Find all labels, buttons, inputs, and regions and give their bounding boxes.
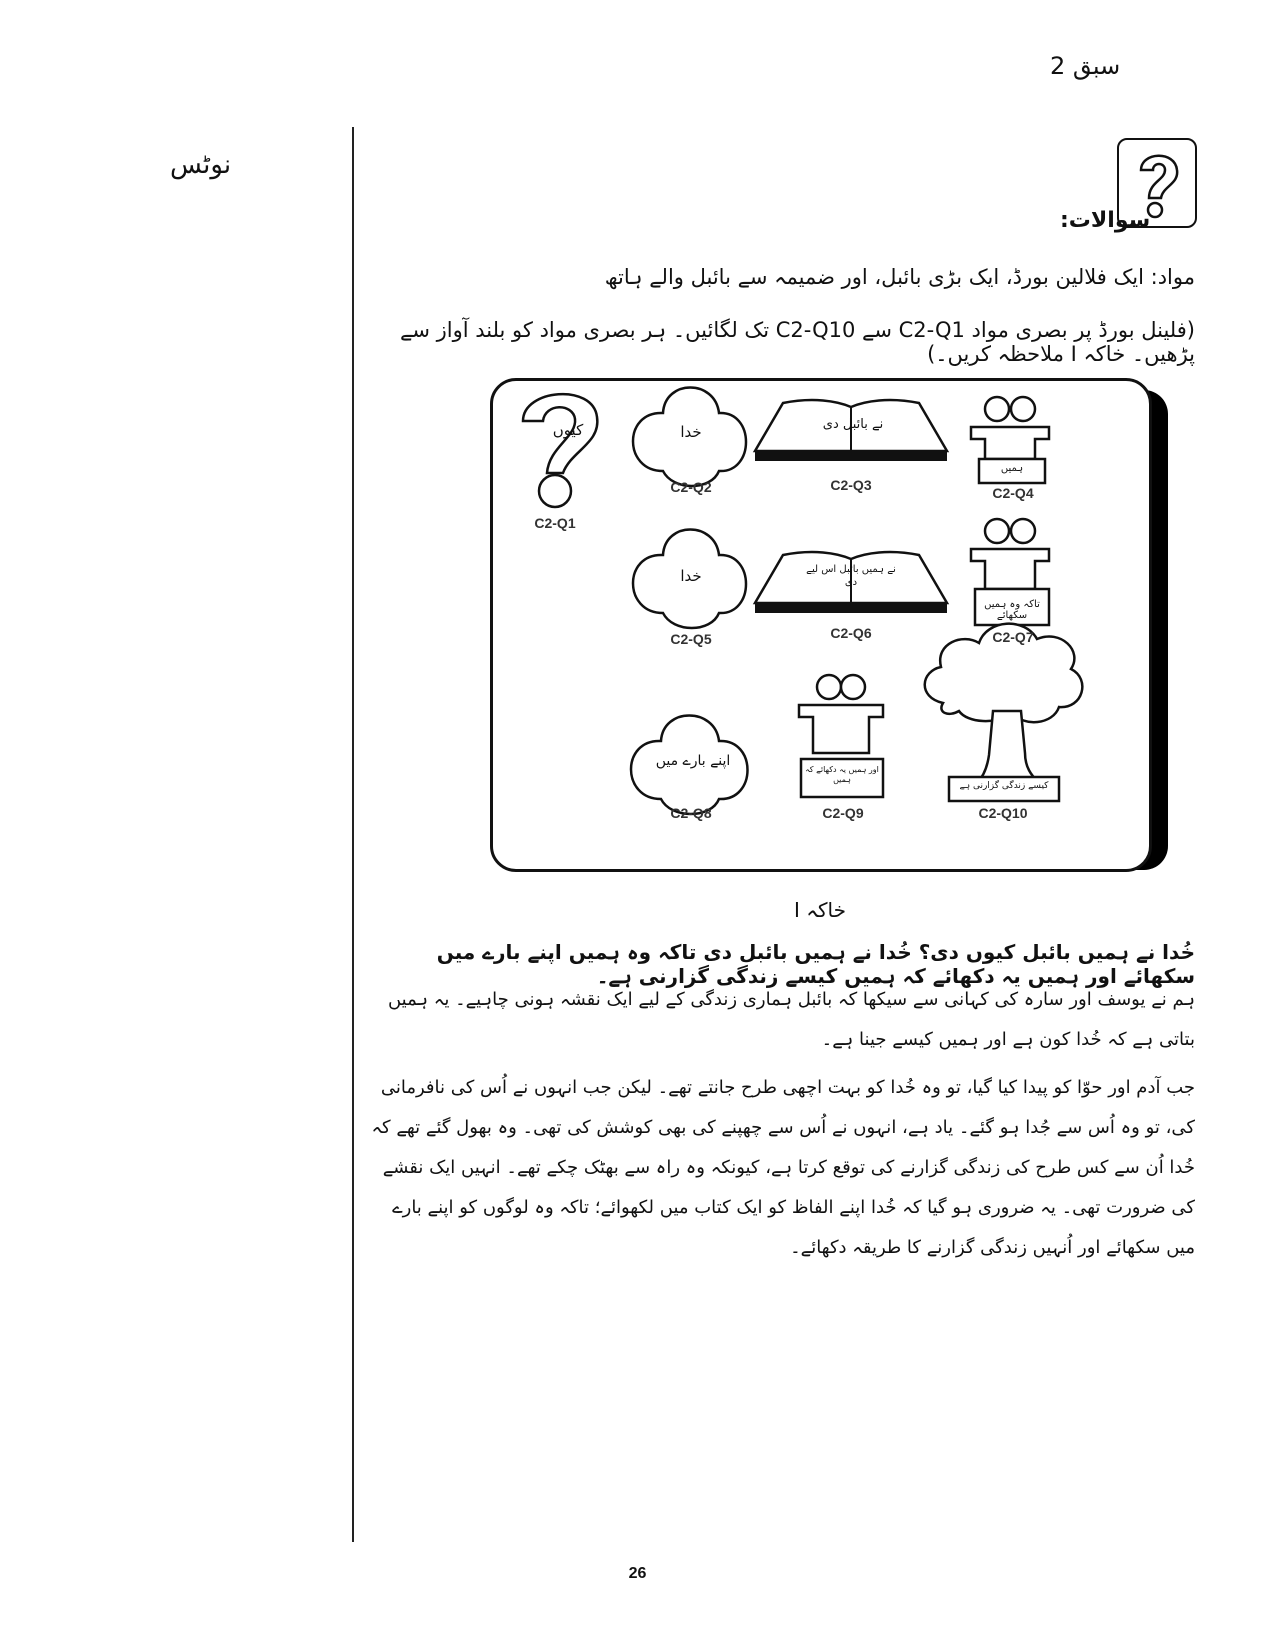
figure-item-text: کیوں <box>552 421 584 439</box>
figure-caption: خاکہ I <box>794 898 846 922</box>
figure-item-text: ہمیں <box>1000 463 1024 474</box>
figure-item-text: اور ہمیں یہ دکھائے کہ ہمیں <box>805 765 879 784</box>
notes-label: نوٹس <box>170 150 232 180</box>
page-number: 26 <box>628 1565 647 1582</box>
figure-item-code: C2-Q4 <box>992 485 1034 501</box>
materials-text: مواد: ایک فلالین بورڈ، ایک بڑی بائبل، اور ضمیمہ سے بائبل والے ہاتھ <box>604 265 1195 289</box>
tree-figure-q10 <box>925 624 1083 801</box>
figure-item-text: کیسے زندگی گزارنی ہے <box>959 781 1049 791</box>
figure-item-code: C2-Q9 <box>822 805 864 821</box>
figure-item-code: C2-Q7 <box>992 629 1034 645</box>
paragraph-2: جب آدم اور حوّا کو پیدا کیا گیا، تو وہ خُدا کو بہت اچھی طرح جانتے تھے۔ لیکن جب انہوں نے اُس کی نافرمانی کی، تو وہ اُس سے جُدا ہو گئے۔ یاد ہے، انہوں نے اُس سے چھپنے کی بھی کوشش کی تھی۔ وہ بھول گئے تھے کہ خُدا اُن سے کس طرح کی زندگی گزارنے کی توقع کرتا ہے، کیونکہ وہ راہ سے بھٹک چکے تھے۔ انہیں ایک نقشے کی ضرورت تھی۔ یہ ضروری ہو گیا کہ خُدا اپنے الفاظ کو ایک کتاب میں لکھوائے؛ تاکہ وہ لوگوں کو اپنے بارے میں سکھائے اور اُنہیں زندگی گزارنے کا طریقہ دکھائے۔ <box>371 1077 1195 1258</box>
figure-item-code: C2-Q1 <box>534 515 576 531</box>
figure-frame <box>490 378 1152 872</box>
question-mark-shape <box>523 394 597 507</box>
figure-item-code: C2-Q2 <box>670 479 712 495</box>
figure-item-text: نے بائبل دی <box>822 417 884 432</box>
figure-item-code: C2-Q6 <box>830 625 872 641</box>
figure-item-text: تاکہ وہ ہمیں سکھائے <box>984 599 1040 621</box>
figure-item-text: خدا <box>680 423 702 441</box>
figure-item-code: C2-Q8 <box>670 805 712 821</box>
questions-heading: سوالات: <box>1060 208 1151 233</box>
lesson-label: سبق 2 <box>1050 52 1121 80</box>
paragraph-1: ہم نے یوسف اور سارہ کی کہانی سے سیکھا کہ بائبل ہماری زندگی کے لیے ایک نقشہ ہونی چاہیے۔ یہ ہمیں بتاتی ہے کہ خُدا کون ہے اور ہمیں کیسے جینا ہے۔ <box>387 989 1195 1050</box>
figure-item-text: اپنے بارے میں <box>655 753 731 769</box>
figure-item-code: C2-Q3 <box>830 477 872 493</box>
figure-item-code: C2-Q5 <box>670 631 712 647</box>
figure-item-text: نے ہمیں بائبل اس لیے دی <box>806 564 896 588</box>
figure-item-text: خدا <box>680 567 702 585</box>
margin-divider <box>352 127 354 1542</box>
main-question: خُدا نے ہمیں بائبل کیوں دی؟ خُدا نے ہمیں بائبل دی تاکہ وہ ہمیں اپنے بارے میں سکھائے اور ہمیں یہ دکھائے کہ ہمیں کیسے زندگی گزارنی ہے۔ <box>436 940 1195 988</box>
instruction-text: (فلینل بورڈ پر بصری مواد C2-Q1 سے C2-Q10 تک لگائیں۔ ہر بصری مواد کو بلند آواز سے پڑھیں۔ خاکہ I ملاحظہ کریں۔) <box>400 318 1195 366</box>
figure-item-code: C2-Q10 <box>978 805 1028 821</box>
